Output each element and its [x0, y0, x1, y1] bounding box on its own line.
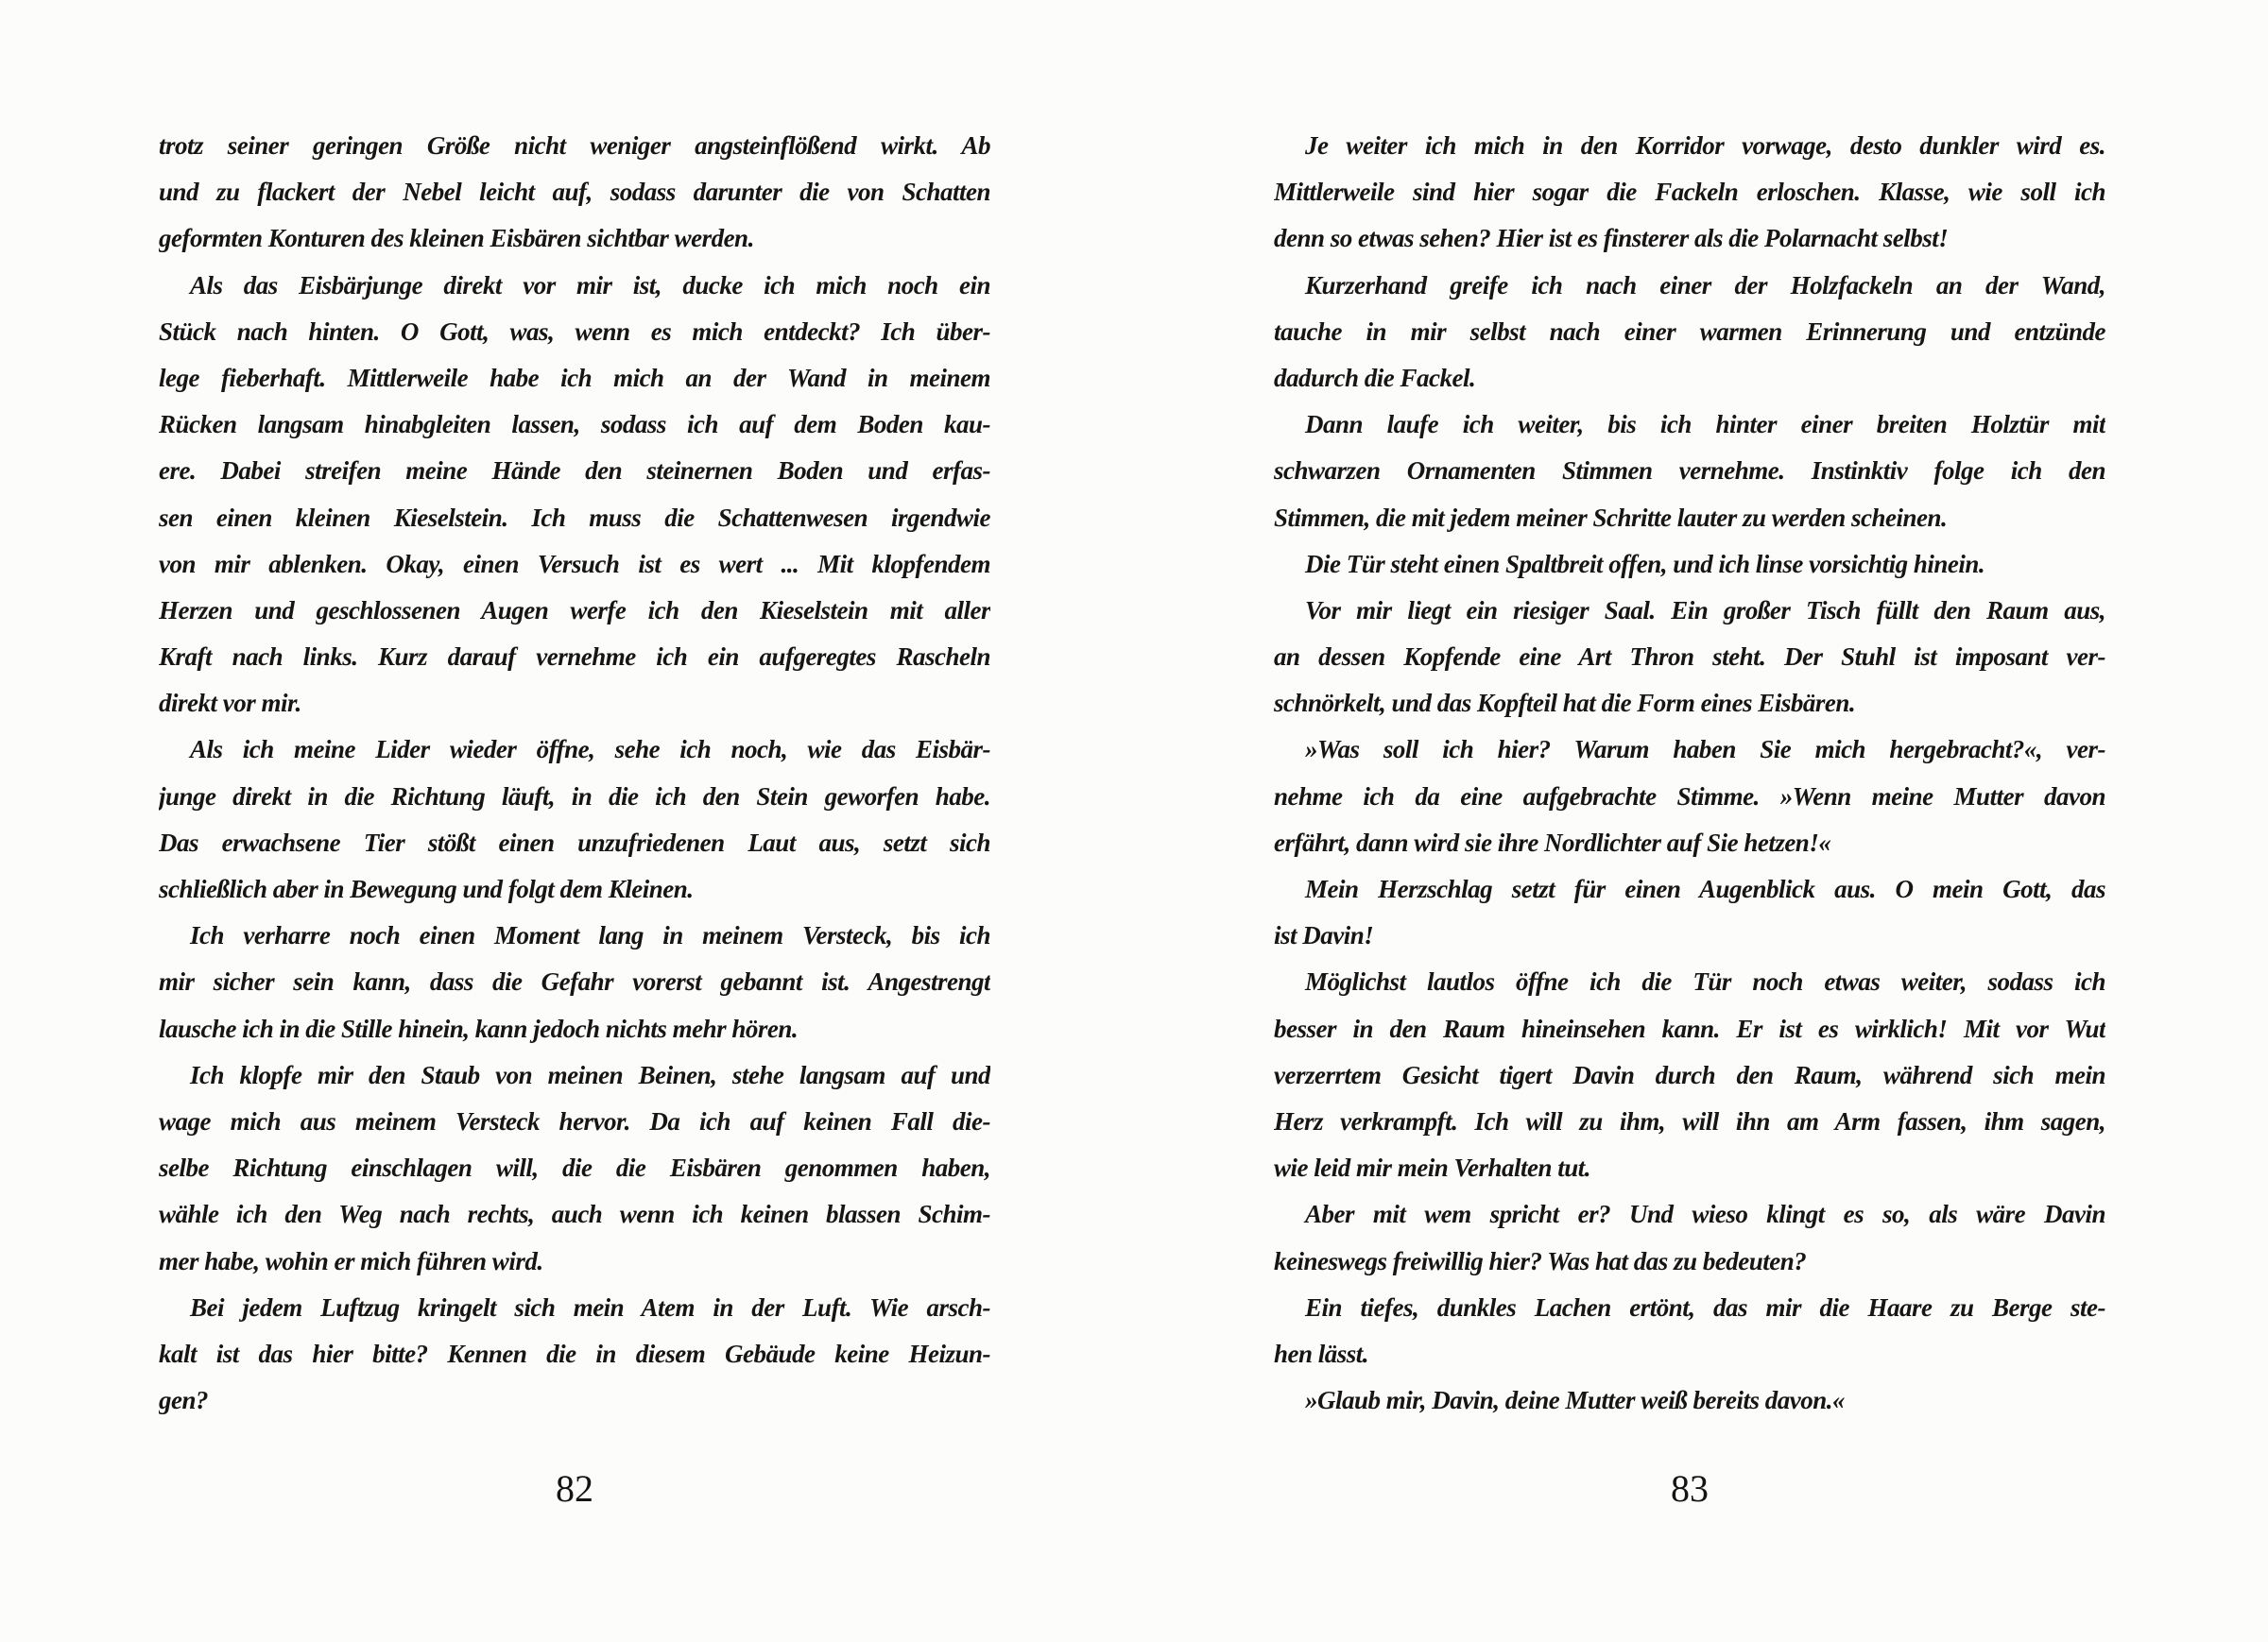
text-line: ist Davin!: [1274, 921, 1374, 950]
text-line: Aber mit wem spricht er? Und wieso klingt es so, als wäre Davin: [1305, 1200, 2105, 1229]
text-line: nehme ich da eine aufgebrachte Stimme. »Wenn meine Mutter davon: [1274, 781, 2105, 811]
text-line: mir sicher sein kann, dass die Gefahr vorerst gebannt ist. Angestrengt: [159, 967, 990, 997]
page-right: [1274, 0, 2105, 1642]
text-line: Das erwachsene Tier stößt einen unzufriedenen Laut aus, setzt sich: [159, 828, 990, 857]
text-line: dadurch die Fackel.: [1274, 363, 1476, 392]
text-line: lausche ich in die Stille hinein, kann jedoch nichts mehr hören.: [159, 1014, 799, 1043]
text-line: von mir ablenken. Okay, einen Versuch ist es wert ... Mit klopfendem: [159, 549, 990, 578]
text-line: schließlich aber in Bewegung und folgt dem Kleinen.: [159, 875, 694, 903]
text-line: Herzen und geschlossenen Augen werfe ich den Kieselstein mit aller: [159, 595, 990, 624]
text-line: denn so etwas sehen? Hier ist es finsterer als die Polarnacht selbst!: [1274, 224, 1949, 253]
text-line: keineswegs freiwillig hier? Was hat das zu bedeuten?: [1274, 1246, 1807, 1275]
text-line: trotz seiner geringen Größe nicht weniger angsteinflößend wirkt. Ab: [159, 131, 990, 160]
text-line: Herz verkrampft. Ich will zu ihm, will ihn am Arm fassen, ihm sagen,: [1274, 1106, 2105, 1136]
text-line: und zu flackert der Nebel leicht auf, sodass darunter die von Schatten: [159, 178, 990, 207]
text-line: Vor mir liegt ein riesiger Saal. Ein großer Tisch füllt den Raum aus,: [1305, 595, 2105, 624]
text-line: verzerrtem Gesicht tigert Davin durch den Raum, während sich mein: [1274, 1060, 2105, 1089]
text-line: sen einen kleinen Kieselstein. Ich muss die Schattenwesen irgendwie: [159, 503, 990, 532]
page-left-number: 82: [556, 1467, 593, 1510]
text-line: Rücken langsam hinabgleiten lassen, sodass ich auf dem Boden kau-: [159, 410, 990, 439]
text-line: hen lässt.: [1274, 1339, 1369, 1368]
page-left-text-block: [159, 123, 990, 1424]
text-line: schwarzen Ornamenten Stimmen vernehme. Instinktiv folge ich den: [1274, 456, 2105, 486]
page-right-text-block: [1274, 123, 2105, 1424]
text-line: schnörkelt, und das Kopfteil hat die Form eines Eisbären.: [1274, 689, 1856, 718]
text-line: Mein Herzschlag setzt für einen Augenblick aus. O mein Gott, das: [1305, 875, 2105, 903]
text-line: Bei jedem Luftzug kringelt sich mein Atem in der Luft. Wie arsch-: [190, 1292, 990, 1322]
text-line: direkt vor mir.: [159, 689, 301, 718]
text-line: Möglichst lautlos öffne ich die Tür noch etwas weiter, sodass ich: [1305, 967, 2105, 997]
text-line: Kurzerhand greife ich nach einer der Holzfackeln an der Wand,: [1305, 270, 2105, 299]
text-line: geformten Konturen des kleinen Eisbären sichtbar werden.: [159, 224, 754, 253]
text-line: Ich klopfe mir den Staub von meinen Beinen, stehe langsam auf und: [190, 1060, 990, 1089]
text-line: selbe Richtung einschlagen will, die die Eisbären genommen haben,: [159, 1154, 990, 1183]
text-line: an dessen Kopfende eine Art Thron steht. Der Stuhl ist imposant ver-: [1274, 642, 2105, 672]
text-line: mer habe, wohin er mich führen wird.: [159, 1246, 543, 1275]
text-line: Stück nach hinten. O Gott, was, wenn es mich entdeckt? Ich über-: [159, 316, 990, 346]
text-line: kalt ist das hier bitte? Kennen die in diesem Gebäude keine Heizun-: [159, 1339, 990, 1368]
text-line: »Was soll ich hier? Warum haben Sie mich hergebracht?«, ver-: [1305, 735, 2105, 764]
text-line: tauche in mir selbst nach einer warmen Erinnerung und entzünde: [1274, 316, 2105, 346]
text-line: ere. Dabei streifen meine Hände den steinernen Boden und erfas-: [159, 456, 990, 486]
page-right-number: 83: [1671, 1467, 1709, 1510]
text-line: wie leid mir mein Verhalten tut.: [1274, 1154, 1591, 1183]
text-line: Als ich meine Lider wieder öffne, sehe ich noch, wie das Eisbär-: [190, 735, 990, 764]
text-line: erfährt, dann wird sie ihre Nordlichter auf Sie hetzen!«: [1274, 828, 1831, 857]
text-line: Ich verharre noch einen Moment lang in meinem Versteck, bis ich: [190, 921, 990, 950]
text-line: besser in den Raum hineinsehen kann. Er ist es wirklich! Mit vor Wut: [1274, 1014, 2105, 1043]
text-line: Als das Eisbärjunge direkt vor mir ist, ducke ich mich noch ein: [190, 270, 990, 299]
text-line: Die Tür steht einen Spaltbreit offen, und ich linse vorsichtig hinein.: [1305, 549, 1985, 578]
text-line: Kraft nach links. Kurz darauf vernehme ich ein aufgeregtes Rascheln: [159, 642, 990, 672]
page-left: [159, 0, 990, 1642]
text-line: lege fieberhaft. Mittlerweile habe ich mich an der Wand in meinem: [159, 363, 990, 392]
text-line: Mittlerweile sind hier sogar die Fackeln erloschen. Klasse, wie soll ich: [1274, 178, 2105, 207]
text-line: junge direkt in die Richtung läuft, in die ich den Stein geworfen habe.: [159, 781, 990, 811]
text-line: wähle ich den Weg nach rechts, auch wenn ich keinen blassen Schim-: [159, 1200, 990, 1229]
text-line: wage mich aus meinem Versteck hervor. Da ich auf keinen Fall die-: [159, 1106, 990, 1136]
text-line: Dann laufe ich weiter, bis ich hinter einer breiten Holztür mit: [1305, 410, 2105, 439]
text-line: gen?: [159, 1386, 208, 1415]
text-line: Je weiter ich mich in den Korridor vorwage, desto dunkler wird es.: [1305, 131, 2105, 160]
text-line: Stimmen, die mit jedem meiner Schritte lauter zu werden scheinen.: [1274, 503, 1948, 532]
text-line: »Glaub mir, Davin, deine Mutter weiß bereits davon.«: [1305, 1386, 1846, 1415]
text-line: Ein tiefes, dunkles Lachen ertönt, das mir die Haare zu Berge ste-: [1305, 1292, 2105, 1322]
